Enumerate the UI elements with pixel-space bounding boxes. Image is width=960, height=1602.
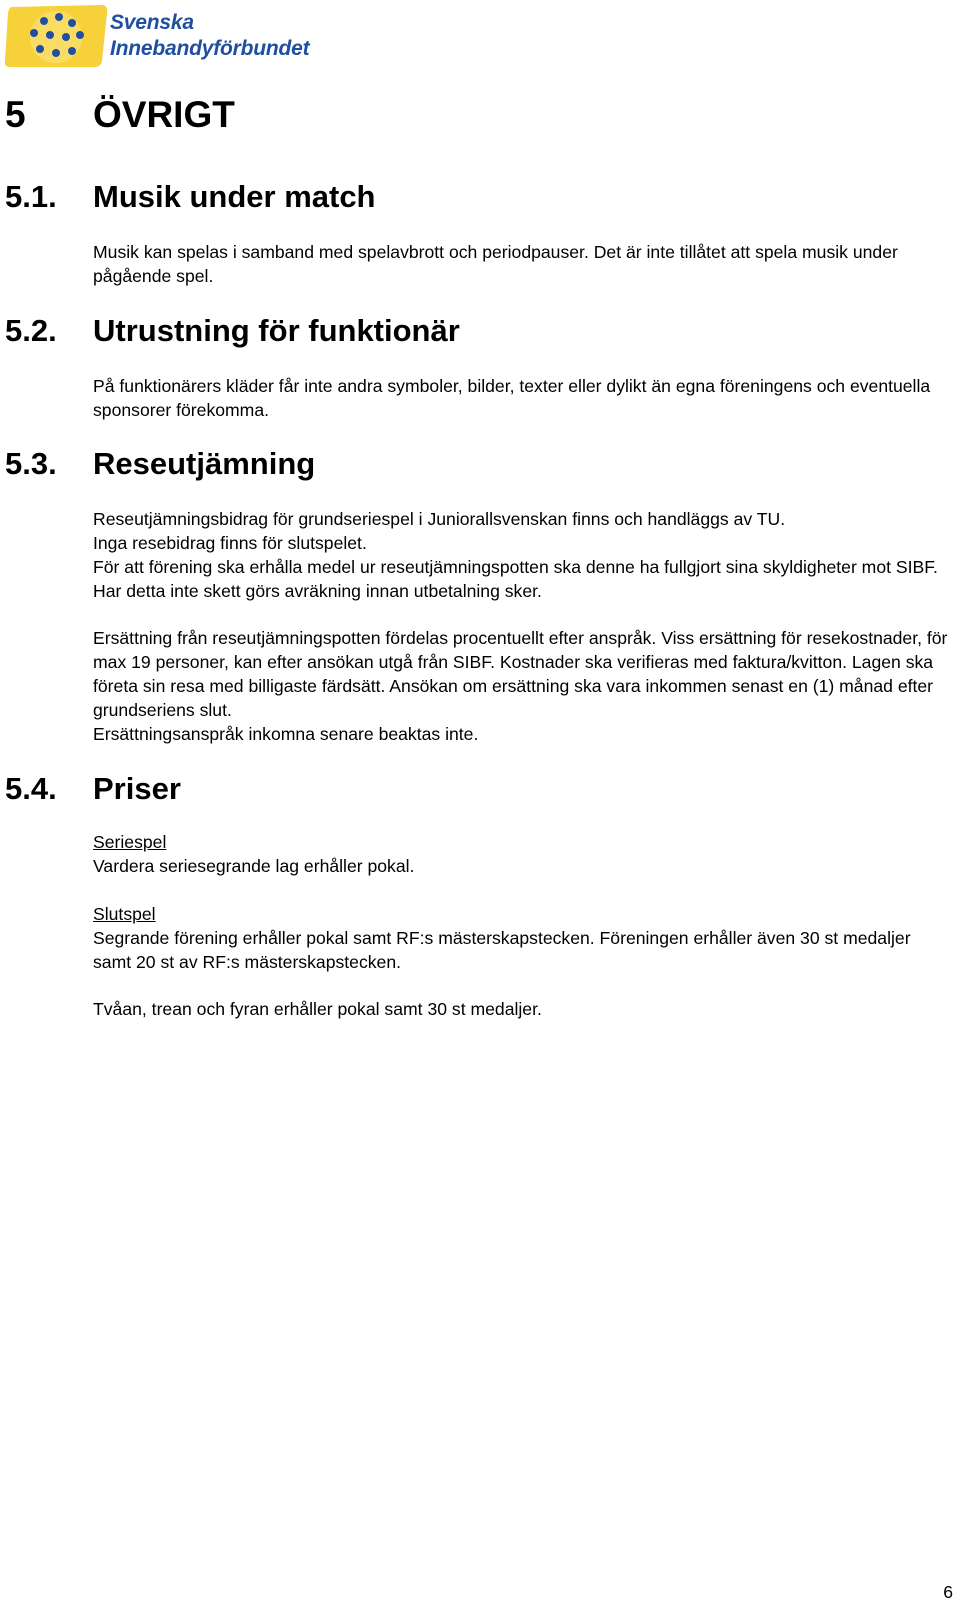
logo-wordmark-line2: Innebandyförbundet [110,37,310,60]
chapter-title: ÖVRIGT [93,94,235,135]
section-paragraph: Reseutjämningsbidrag för grundseriespel i Juniorallsvenskan finns och handläggs av TU. [93,509,786,529]
section-heading [5,770,905,808]
subsection-heading: Slutspel [93,904,156,924]
chapter-number: 5 [5,94,26,135]
section-heading [5,445,905,483]
section-title: Utrustning för funktionär [93,313,460,348]
page-number: 6 [943,1582,953,1602]
section-number: 5.1. [5,179,57,214]
section-title: Reseutjämning [93,446,316,481]
subsection-text: Vardera seriesegrande lag erhåller pokal. [93,856,415,876]
section-paragraph: Ersättningsanspråk inkomna senare beaktas inte. [93,724,479,744]
section-number: 5.3. [5,446,57,481]
section-heading [5,312,905,350]
section-paragraph: Ersättning från reseutjämningspotten fördelas procentuellt efter anspråk. Viss ersättning för resekostnader, för max 19 personer, kan efter ansökan utgå från SIBF. Kostnader ska verifieras med faktura/kvitton. Lagen ska företa sin resa med billigaste färdsätt. Ansökan om ersättning ska vara inkommen senast en (1) månad efter grundseriens slut. [93,628,948,720]
section-paragraph: För att förening ska erhålla medel ur reseutjämningspotten ska denne ha fullgjort sina skyldigheter mot SIBF. Har detta inte skett görs avräkning innan utbetalning sker. [93,557,938,601]
section-heading [5,178,905,216]
section-number: 5.4. [5,771,57,806]
subsection-text: Segrande förening erhåller pokal samt RF:s mästerskapstecken. Föreningen erhåller även 30 st medaljer samt 20 st av RF:s mästerskapstecken. [93,928,911,972]
section-number: 5.2. [5,313,57,348]
logo-wordmark-line1: Svenska [110,11,194,34]
subsection-heading: Seriespel [93,832,167,852]
section-title: Priser [93,771,181,806]
section-paragraph: Tvåan, trean och fyran erhåller pokal samt 30 st medaljer. [93,999,542,1019]
section-paragraph: Inga resebidrag finns för slutspelet. [93,533,367,553]
section-paragraph: På funktionärers kläder får inte andra symboler, bilder, texter eller dylikt än egna föreningens och eventuella sponsorer förekomma. [93,376,931,420]
floorball-logo-icon [4,3,110,69]
section-title: Musik under match [93,179,376,214]
federation-logo [4,3,334,69]
section-paragraph: Musik kan spelas i samband med spelavbrott och periodpauser. Det är inte tillåtet att spela musik under pågående spel. [93,242,898,286]
